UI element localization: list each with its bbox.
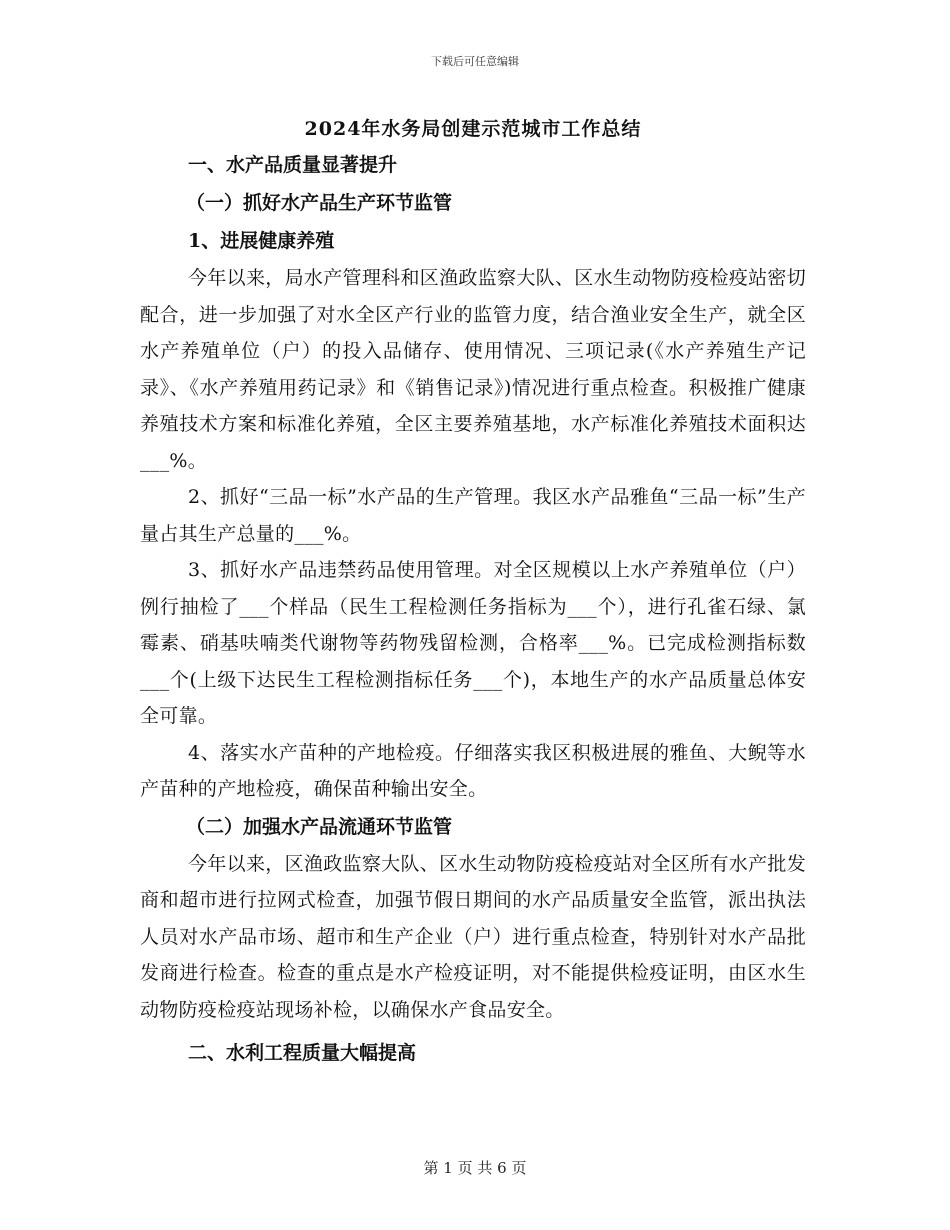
section-heading-1: 一、水产品质量显著提升 [188, 154, 398, 176]
section-heading-2: 二、水利工程质量大幅提高 [188, 1042, 417, 1064]
paragraph-seed-quarantine: 4、落实水产苗种的产地检疫。仔细落实我区积极进展的雅鱼、大鲵等水产苗种的产地检疫，确保苗种输出安全。 [140, 741, 806, 800]
document-title: 2024年水务局创建示范城市工作总结 [304, 118, 642, 140]
subsection-heading-2: （二）加强水产品流通环节监管 [186, 815, 453, 838]
item-heading-1: 1、进展健康养殖 [188, 230, 335, 252]
subsection-heading-1: （一）抓好水产品生产环节监管 [186, 192, 453, 214]
paragraph-circulation-supervision: 今年以来，区渔政监察大队、区水生动物防疫检疫站对全区所有水产批发商和超市进行拉网式检查，加强节假日期间的水产品质量安全监管，派出执法人员对水产品市场、超市和生产企业（户）进行重点检查，特别针对水产品批发商进行检查。检查的重点是水产检疫证明，对不能提供检疫证明，由区水生动物防疫检疫站现场补检，以确保水产食品安全。 [140, 852, 806, 1021]
paragraph-banned-drugs: 3、抓好水产品违禁药品使用管理。对全区规模以上水产养殖单位（户）例行抽检了___个样品（民生工程检测任务指标为___个），进行孔雀石绿、氯霉素、硝基呋喃类代谢物等药物残留检测，合格率___%。已完成检测指标数___个(上级下达民生工程检测指标任务___个)，本地生产的水产品质量总体安全可靠。 [140, 559, 806, 727]
paragraph-healthy-aquaculture: 今年以来，局水产管理科和区渔政监察大队、区水生动物防疫检疫站密切配合，进一步加强了对水全区产行业的监管力度，结合渔业安全生产，就全区水产养殖单位（户）的投入品储存、使用情况、三项记录(《水产养殖生产记录》、《水产养殖用药记录》和《销售记录》)情况进行重点检查。积极推广健康养殖技术方案和标准化养殖，全区主要养殖基地，水产标准化养殖技术面积达___%。 [140, 267, 806, 472]
page-header-note: 下载后可任意编辑 [431, 55, 519, 68]
paragraph-three-products: 2、抓好“三品一标”水产品的生产管理。我区水产品雅鱼“三品一标”生产量占其生产总量的___%。 [140, 486, 806, 545]
page-footer-number: 第 1 页 共 6 页 [423, 1159, 527, 1177]
document-body [140, 112, 806, 1072]
